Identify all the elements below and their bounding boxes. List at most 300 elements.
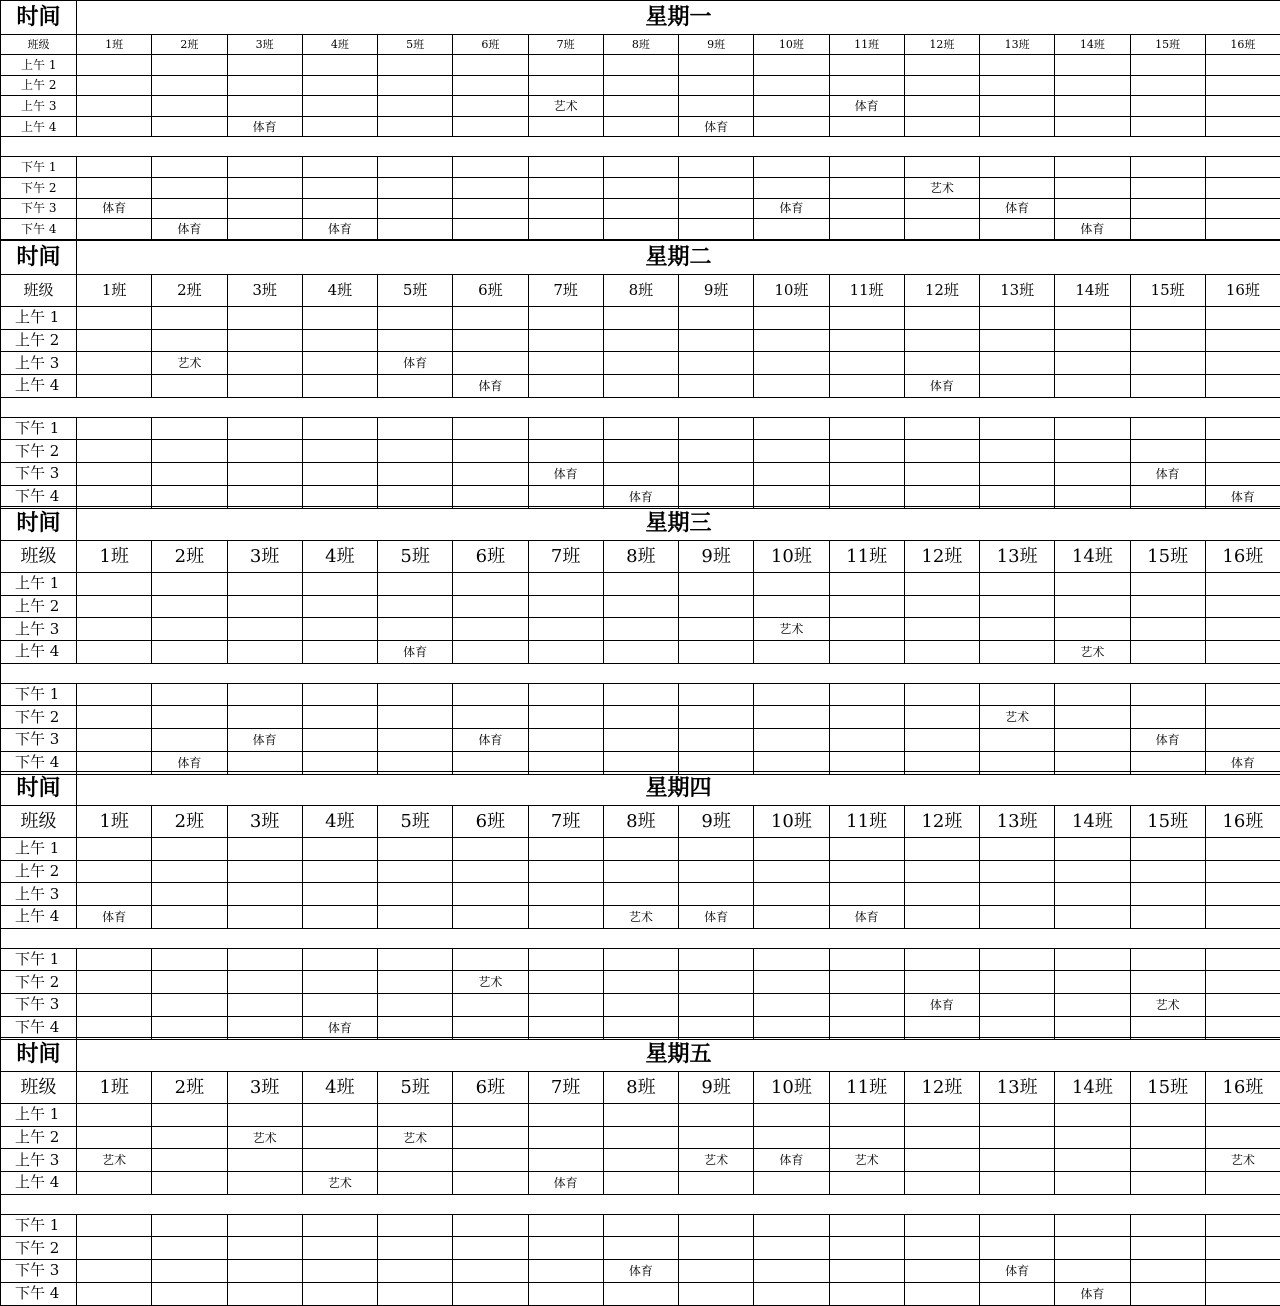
timetable-cell	[980, 994, 1055, 1017]
timetable-cell	[302, 860, 377, 883]
time-label: 时间	[1, 507, 77, 541]
timetable-cell	[77, 375, 152, 398]
timetable-cell	[1130, 116, 1205, 137]
timetable-cell	[980, 838, 1055, 861]
timetable-cell	[1205, 157, 1280, 178]
timetable-cell	[528, 618, 603, 641]
timetable-cell	[904, 440, 979, 463]
timetable-cell	[1130, 860, 1205, 883]
timetable-cell	[77, 177, 152, 198]
timetable-cell	[1055, 618, 1130, 641]
timetable-cell: 体育	[980, 198, 1055, 219]
timetable-cell	[378, 116, 453, 137]
timetable-cell	[152, 307, 227, 330]
timetable-cell	[302, 883, 377, 906]
timetable-cell	[227, 971, 302, 994]
timetable-cell	[528, 307, 603, 330]
timetable-cell: 体育	[829, 96, 904, 117]
timetable-cell	[1055, 1172, 1130, 1195]
timetable-cell	[904, 573, 979, 596]
timetable-cell	[603, 706, 678, 729]
timetable-cell	[227, 307, 302, 330]
timetable-cell	[1130, 1016, 1205, 1039]
timetable-cell	[378, 1260, 453, 1283]
timetable-cell	[980, 219, 1055, 240]
timetable-cell	[829, 375, 904, 398]
timetable-cell	[754, 352, 829, 375]
timetable-cell	[1205, 1214, 1280, 1237]
timetable-cell	[528, 75, 603, 96]
timetable-cell	[152, 1172, 227, 1195]
class-column-header: 15班	[1130, 806, 1205, 838]
timetable-cell	[152, 440, 227, 463]
timetable-cell	[152, 838, 227, 861]
timetable-cell	[679, 1126, 754, 1149]
timetable-cell	[754, 440, 829, 463]
timetable-cell	[904, 838, 979, 861]
lunch-break-row	[1, 137, 1280, 157]
timetable-cell	[152, 706, 227, 729]
timetable-cell	[829, 706, 904, 729]
period-row	[1, 485, 1280, 508]
timetable-cell	[1130, 75, 1205, 96]
timetable-cell	[603, 1214, 678, 1237]
class-column-header: 12班	[904, 35, 979, 55]
timetable-cell: 艺术	[980, 706, 1055, 729]
timetable-cell	[1055, 994, 1130, 1017]
class-column-header: 1班	[77, 806, 152, 838]
period-label: 上午 4	[1, 116, 77, 137]
day-table	[0, 771, 1280, 1040]
timetable-cell	[603, 860, 678, 883]
timetable-cell	[152, 618, 227, 641]
class-header-label: 班级	[1, 1072, 77, 1104]
timetable-cell	[829, 1214, 904, 1237]
period-row	[1, 706, 1280, 729]
lunch-break-row	[1, 397, 1280, 417]
period-row	[1, 352, 1280, 375]
timetable-cell	[1130, 971, 1205, 994]
timetable-cell	[453, 706, 528, 729]
timetable-cell	[1205, 417, 1280, 440]
timetable-cell	[754, 994, 829, 1017]
timetable-cell	[980, 948, 1055, 971]
timetable-cell	[679, 307, 754, 330]
class-column-header: 6班	[453, 1072, 528, 1104]
timetable-cell	[1055, 55, 1130, 76]
timetable-cell	[378, 485, 453, 508]
class-column-header: 3班	[227, 35, 302, 55]
timetable-cell	[227, 75, 302, 96]
class-column-header: 2班	[152, 806, 227, 838]
class-column-header: 11班	[829, 806, 904, 838]
timetable-cell	[603, 729, 678, 752]
timetable-cell	[77, 573, 152, 596]
period-row	[1, 55, 1280, 76]
timetable-cell: 体育	[227, 116, 302, 137]
timetable-cell	[302, 96, 377, 117]
timetable-cell	[980, 375, 1055, 398]
timetable-cell	[754, 1126, 829, 1149]
period-label: 上午 2	[1, 595, 77, 618]
timetable-cell	[152, 883, 227, 906]
timetable-cell	[152, 683, 227, 706]
timetable-cell	[904, 219, 979, 240]
timetable-cell	[453, 948, 528, 971]
timetable-cell	[1205, 375, 1280, 398]
timetable-cell	[603, 375, 678, 398]
timetable-cell	[77, 485, 152, 508]
timetable-cell	[679, 375, 754, 398]
period-label: 下午 4	[1, 1016, 77, 1039]
timetable-cell	[1055, 683, 1130, 706]
timetable-cell	[1055, 906, 1130, 929]
timetable-cell	[603, 307, 678, 330]
timetable-cell	[378, 219, 453, 240]
timetable-cell: 体育	[679, 116, 754, 137]
timetable-cell	[829, 440, 904, 463]
period-row	[1, 618, 1280, 641]
timetable-cell	[904, 1149, 979, 1172]
timetable-cell	[77, 1172, 152, 1195]
timetable-cell	[679, 948, 754, 971]
timetable-cell	[77, 883, 152, 906]
timetable-cell	[1055, 1260, 1130, 1283]
class-column-header: 13班	[980, 35, 1055, 55]
timetable-cell	[1205, 116, 1280, 137]
timetable-cell	[152, 906, 227, 929]
period-row	[1, 375, 1280, 398]
timetable-cell	[528, 177, 603, 198]
timetable-cell	[1205, 219, 1280, 240]
time-label: 时间	[1, 1038, 77, 1072]
timetable-cell	[77, 971, 152, 994]
timetable-cell	[302, 55, 377, 76]
timetable-cell: 体育	[152, 751, 227, 774]
timetable-cell	[904, 485, 979, 508]
timetable-cell	[679, 595, 754, 618]
timetable-cell	[302, 573, 377, 596]
class-column-header: 2班	[152, 541, 227, 573]
timetable-cell	[829, 641, 904, 664]
timetable-cell	[904, 1172, 979, 1195]
timetable-cell	[1205, 1016, 1280, 1039]
class-column-header: 14班	[1055, 35, 1130, 55]
timetable-cell	[77, 1016, 152, 1039]
timetable-cell	[453, 573, 528, 596]
timetable-cell	[679, 177, 754, 198]
timetable-cell	[1055, 838, 1130, 861]
timetable-cell	[603, 96, 678, 117]
timetable-cell	[603, 994, 678, 1017]
timetable-cell	[754, 157, 829, 178]
timetable-cell	[829, 595, 904, 618]
period-row	[1, 641, 1280, 664]
timetable-cell	[1205, 860, 1280, 883]
timetable-cell	[302, 838, 377, 861]
class-column-header: 2班	[152, 1072, 227, 1104]
timetable-cell: 体育	[1130, 463, 1205, 486]
timetable-cell	[1055, 329, 1130, 352]
period-row	[1, 1214, 1280, 1237]
class-column-header: 16班	[1205, 1072, 1280, 1104]
timetable-cell	[302, 683, 377, 706]
timetable-cell	[679, 838, 754, 861]
timetable-cell	[679, 618, 754, 641]
timetable-cell	[904, 683, 979, 706]
timetable-cell	[603, 883, 678, 906]
timetable-cell	[227, 352, 302, 375]
timetable-cell	[302, 618, 377, 641]
timetable-cell	[378, 683, 453, 706]
timetable-cell	[1205, 75, 1280, 96]
timetable-cell	[227, 417, 302, 440]
class-column-header: 9班	[679, 806, 754, 838]
timetable-cell: 艺术	[227, 1126, 302, 1149]
timetable-cell	[754, 573, 829, 596]
timetable-cell	[603, 1172, 678, 1195]
timetable-cell	[77, 706, 152, 729]
timetable-cell	[904, 463, 979, 486]
timetable-cell	[227, 463, 302, 486]
period-label: 下午 2	[1, 177, 77, 198]
timetable-cell	[754, 329, 829, 352]
timetable-cell	[1130, 1172, 1205, 1195]
timetable-cell	[453, 1260, 528, 1283]
timetable-cell: 体育	[302, 219, 377, 240]
timetable-cell	[1205, 573, 1280, 596]
class-column-header: 8班	[603, 35, 678, 55]
timetable-cell	[453, 177, 528, 198]
timetable-cell	[754, 729, 829, 752]
timetable-cell	[528, 1237, 603, 1260]
timetable-cell	[528, 971, 603, 994]
class-column-header: 10班	[754, 1072, 829, 1104]
period-label: 下午 3	[1, 729, 77, 752]
class-column-header: 3班	[227, 541, 302, 573]
timetable-cell	[603, 352, 678, 375]
timetable-cell	[754, 838, 829, 861]
class-column-header: 5班	[378, 541, 453, 573]
class-column-header: 11班	[829, 275, 904, 307]
timetable-cell	[829, 177, 904, 198]
timetable-cell	[904, 971, 979, 994]
period-row	[1, 1126, 1280, 1149]
timetable-cell	[679, 1104, 754, 1127]
timetable-cell	[378, 906, 453, 929]
day-table	[0, 240, 1280, 509]
class-column-header: 5班	[378, 1072, 453, 1104]
timetable-cell	[754, 683, 829, 706]
timetable-cell	[302, 994, 377, 1017]
timetable-cell	[302, 1104, 377, 1127]
class-column-header: 14班	[1055, 541, 1130, 573]
timetable-cell	[77, 463, 152, 486]
timetable-cell	[754, 595, 829, 618]
day-title: 星期四	[77, 772, 1280, 806]
timetable-cell	[152, 485, 227, 508]
timetable-cell	[679, 55, 754, 76]
timetable-cell	[754, 860, 829, 883]
timetable-cell	[754, 1016, 829, 1039]
timetable-cell	[904, 729, 979, 752]
timetable-cell: 艺术	[679, 1149, 754, 1172]
timetable-cell	[453, 485, 528, 508]
timetable-cell	[829, 1172, 904, 1195]
timetable-cell: 艺术	[453, 971, 528, 994]
timetable-cell	[528, 198, 603, 219]
timetable-cell	[980, 1104, 1055, 1127]
timetable-cell	[1130, 1260, 1205, 1283]
timetable-cell	[152, 1260, 227, 1283]
timetable-cell	[1055, 463, 1130, 486]
timetable-cell	[1055, 573, 1130, 596]
timetable-cell	[754, 971, 829, 994]
timetable-cell	[152, 198, 227, 219]
period-label: 上午 4	[1, 906, 77, 929]
timetable-cell	[1130, 1149, 1205, 1172]
timetable-cell: 艺术	[302, 1172, 377, 1195]
timetable-cell	[77, 595, 152, 618]
timetable-cell	[679, 883, 754, 906]
timetable-cell: 体育	[980, 1260, 1055, 1283]
timetable-cell	[1130, 177, 1205, 198]
timetable-cell	[77, 683, 152, 706]
timetable-cell	[829, 729, 904, 752]
timetable-cell: 体育	[1205, 751, 1280, 774]
timetable-cell	[1130, 417, 1205, 440]
day-title: 星期五	[77, 1038, 1280, 1072]
class-column-header: 5班	[378, 35, 453, 55]
timetable-cell	[378, 75, 453, 96]
timetable-cell	[904, 595, 979, 618]
timetable-cell	[1205, 307, 1280, 330]
day-title: 星期二	[77, 241, 1280, 275]
timetable-cell	[77, 116, 152, 137]
timetable-cell	[378, 198, 453, 219]
timetable-cell	[378, 375, 453, 398]
timetable-cell: 体育	[378, 352, 453, 375]
timetable-cell	[453, 595, 528, 618]
class-column-header: 7班	[528, 35, 603, 55]
timetable-cell	[1130, 96, 1205, 117]
class-header-label: 班级	[1, 275, 77, 307]
timetable-cell	[378, 177, 453, 198]
timetable-cell	[603, 75, 678, 96]
timetable-cell	[1055, 883, 1130, 906]
timetable-cell	[679, 1172, 754, 1195]
timetable-cell: 体育	[77, 198, 152, 219]
timetable-cell	[453, 116, 528, 137]
class-column-header: 1班	[77, 541, 152, 573]
timetable-cell	[227, 1104, 302, 1127]
timetable-cell	[980, 1237, 1055, 1260]
timetable-cell	[980, 1016, 1055, 1039]
timetable-cell	[980, 157, 1055, 178]
timetable-cell	[980, 1149, 1055, 1172]
timetable-cell	[152, 1016, 227, 1039]
class-column-header: 13班	[980, 1072, 1055, 1104]
timetable-cell	[1205, 1237, 1280, 1260]
timetable-cell	[152, 1149, 227, 1172]
timetable-cell	[302, 352, 377, 375]
timetable-cell	[77, 641, 152, 664]
timetable-cell	[302, 198, 377, 219]
timetable-cell	[904, 1016, 979, 1039]
class-column-header: 12班	[904, 1072, 979, 1104]
period-row	[1, 729, 1280, 752]
day-schedule	[0, 0, 1280, 240]
timetable-cell	[603, 618, 678, 641]
timetable-cell	[378, 729, 453, 752]
timetable-cell: 体育	[829, 906, 904, 929]
timetable-cell	[227, 618, 302, 641]
period-row	[1, 906, 1280, 929]
timetable-cell	[980, 307, 1055, 330]
day-schedule	[0, 506, 1280, 775]
timetable-cell	[528, 375, 603, 398]
timetable-cell	[302, 706, 377, 729]
timetable-cell	[528, 1214, 603, 1237]
period-label: 下午 4	[1, 1282, 77, 1305]
timetable-cell	[904, 641, 979, 664]
timetable-cell: 艺术	[77, 1149, 152, 1172]
timetable-cell	[152, 948, 227, 971]
period-label: 下午 4	[1, 751, 77, 774]
timetable-cell	[754, 1260, 829, 1283]
timetable-cell	[1205, 971, 1280, 994]
timetable-cell	[152, 641, 227, 664]
period-row	[1, 177, 1280, 198]
period-row	[1, 157, 1280, 178]
timetable-cell	[528, 906, 603, 929]
timetable-cell	[829, 1016, 904, 1039]
class-column-header: 4班	[302, 806, 377, 838]
timetable-cell	[1055, 96, 1130, 117]
period-label: 下午 4	[1, 485, 77, 508]
timetable-cell	[1205, 1104, 1280, 1127]
period-label: 上午 2	[1, 75, 77, 96]
timetable-cell	[453, 883, 528, 906]
class-column-header: 14班	[1055, 275, 1130, 307]
period-label: 下午 3	[1, 198, 77, 219]
timetable-cell: 体育	[679, 906, 754, 929]
timetable-cell	[679, 219, 754, 240]
timetable-cell	[227, 1260, 302, 1283]
timetable-cell	[980, 595, 1055, 618]
timetable-cell	[453, 618, 528, 641]
timetable-cell	[679, 198, 754, 219]
timetable-cell	[227, 883, 302, 906]
timetable-cell	[378, 860, 453, 883]
class-column-header: 16班	[1205, 35, 1280, 55]
timetable-cell	[528, 1016, 603, 1039]
timetable-cell	[1130, 573, 1205, 596]
timetable-cell	[528, 440, 603, 463]
day-schedule	[0, 240, 1280, 509]
timetable-cell	[528, 1104, 603, 1127]
period-row	[1, 838, 1280, 861]
period-row	[1, 463, 1280, 486]
timetable-cell	[152, 463, 227, 486]
timetable-cell	[152, 1214, 227, 1237]
timetable-cell	[453, 96, 528, 117]
timetable-cell	[603, 116, 678, 137]
timetable-cell: 艺术	[829, 1149, 904, 1172]
timetable-cell	[603, 595, 678, 618]
class-column-header: 3班	[227, 1072, 302, 1104]
timetable-cell	[152, 1237, 227, 1260]
